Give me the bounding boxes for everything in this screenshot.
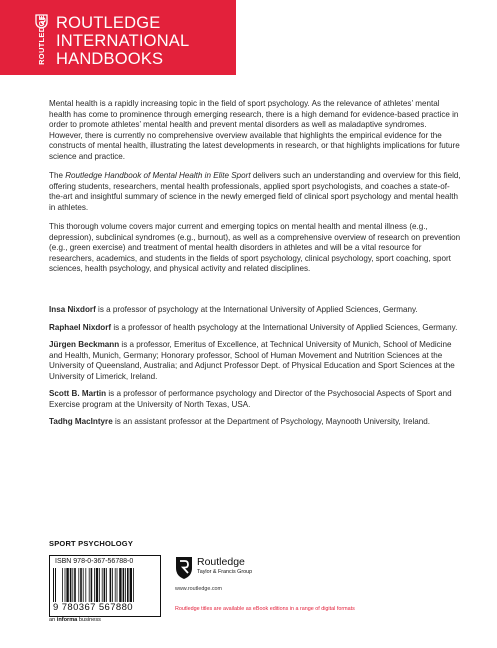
description-paragraph-1: Mental health is a rapidly increasing topic in the field of sport psychology. As the relevance of athletes’ mental health has come to prominence through emerging research, there is a high demand for evidence-based practice in order to promote athletes’ mental health and prevent mental disorders as well as maladaptive syndromes. However, there is currently no comprehensive overview available that highlights the empirical evidence for the constructs of mental health, illustrating the latest developments in research, or that highlights implications for future science and practice. (49, 99, 460, 161)
bio-name: Jürgen Beckmann (49, 340, 120, 349)
vertical-wordmark: ROUTLEDGE (37, 15, 46, 65)
description-paragraph-3: This thorough volume covers major current and emerging topics on mental health and mental illness (e.g., depression), subclinical syndromes (e.g., burnout), as well as a comprehensive overview of research on prevention (e.g., green exercise) and treatment of mental health disorders in athletes and will be a vital resource for researchers, academics, and students in the fields of sport psychology, clinical psychology, sport coaching, sport sciences, health psychology, and physical activity and related disciplines. (49, 222, 461, 273)
bio-name: Insa Nixdorf (49, 305, 96, 314)
ebook-availability-note: Routledge titles are available as eBook editions in a range of digital formats (175, 606, 355, 612)
bio-name: Scott B. Martin (49, 389, 107, 398)
series-title (56, 14, 189, 68)
subject-category: SPORT PSYCHOLOGY (49, 539, 134, 548)
editor-bios (49, 305, 461, 435)
publisher-name: Routledge (197, 556, 245, 568)
informa-business-tag: an informa business (49, 617, 101, 623)
series-line-2: INTERNATIONAL (56, 32, 190, 50)
bio-jurgen-beckmann: Jürgen Beckmann is a professor, Emeritus of Excellence, at Technical University of Munich, School of Medicine and Health, Munich, Germany; Honorary professor, School of Human Movement and Nutrition Sciences at the University of Queensland, Australia; and Adjunct Professor Dept. of Physical Education and Sport Sciences at the University of Limerick, Ireland. (49, 340, 455, 381)
book-description (49, 99, 461, 284)
barcode-digits: 9 780367 567880 (53, 602, 133, 613)
isbn-number: ISBN 978-0-367-56788-0 (55, 558, 134, 565)
series-line-3: HANDBOOKS (56, 50, 164, 68)
bio-insa-nixdorf: Insa Nixdorf is a professor of psychology at the International University of Applied Sciences, Germany. (49, 305, 418, 314)
description-paragraph-2: The Routledge Handbook of Mental Health in Elite Sport delivers such an understanding and overview for this field, offering students, researchers, mental health professionals, applied sport psychologists, and coaches a state-of-the-art and insightful summary of science in the newly emerged field of clinical sport psychology and mental health in athletes. (49, 171, 461, 212)
publisher-group: Taylor & Francis Group (197, 569, 253, 575)
series-line-1: ROUTLEDGE (56, 14, 161, 32)
barcode-bars-icon (62, 568, 156, 604)
bio-raphael-nixdorf: Raphael Nixdorf is a professor of health psychology at the International University of Applied Sciences, Germany. (49, 322, 458, 332)
bio-scott-martin: Scott B. Martin is a professor of performance psychology and Director of the Psychosocial Aspects of Sport and Exercise program at the University of North Texas, USA. (49, 389, 452, 409)
isbn-barcode (49, 555, 161, 617)
bio-name: Raphael Nixdorf (49, 322, 112, 332)
book-title: Routledge Handbook of Mental Health in Elite Sport (65, 171, 251, 180)
series-banner (0, 0, 236, 75)
barcode-guard-icon (52, 568, 60, 604)
bio-name: Tadhg MacIntyre (49, 417, 113, 426)
publisher-url[interactable]: www.routledge.com (175, 586, 223, 592)
routledge-logo-icon (174, 556, 194, 580)
bio-tadhg-macintyre: Tadhg MacIntyre is an assistant professor at the Department of Psychology, Maynooth University, Ireland. (49, 417, 431, 426)
routledge-vertical-logo (34, 14, 49, 66)
